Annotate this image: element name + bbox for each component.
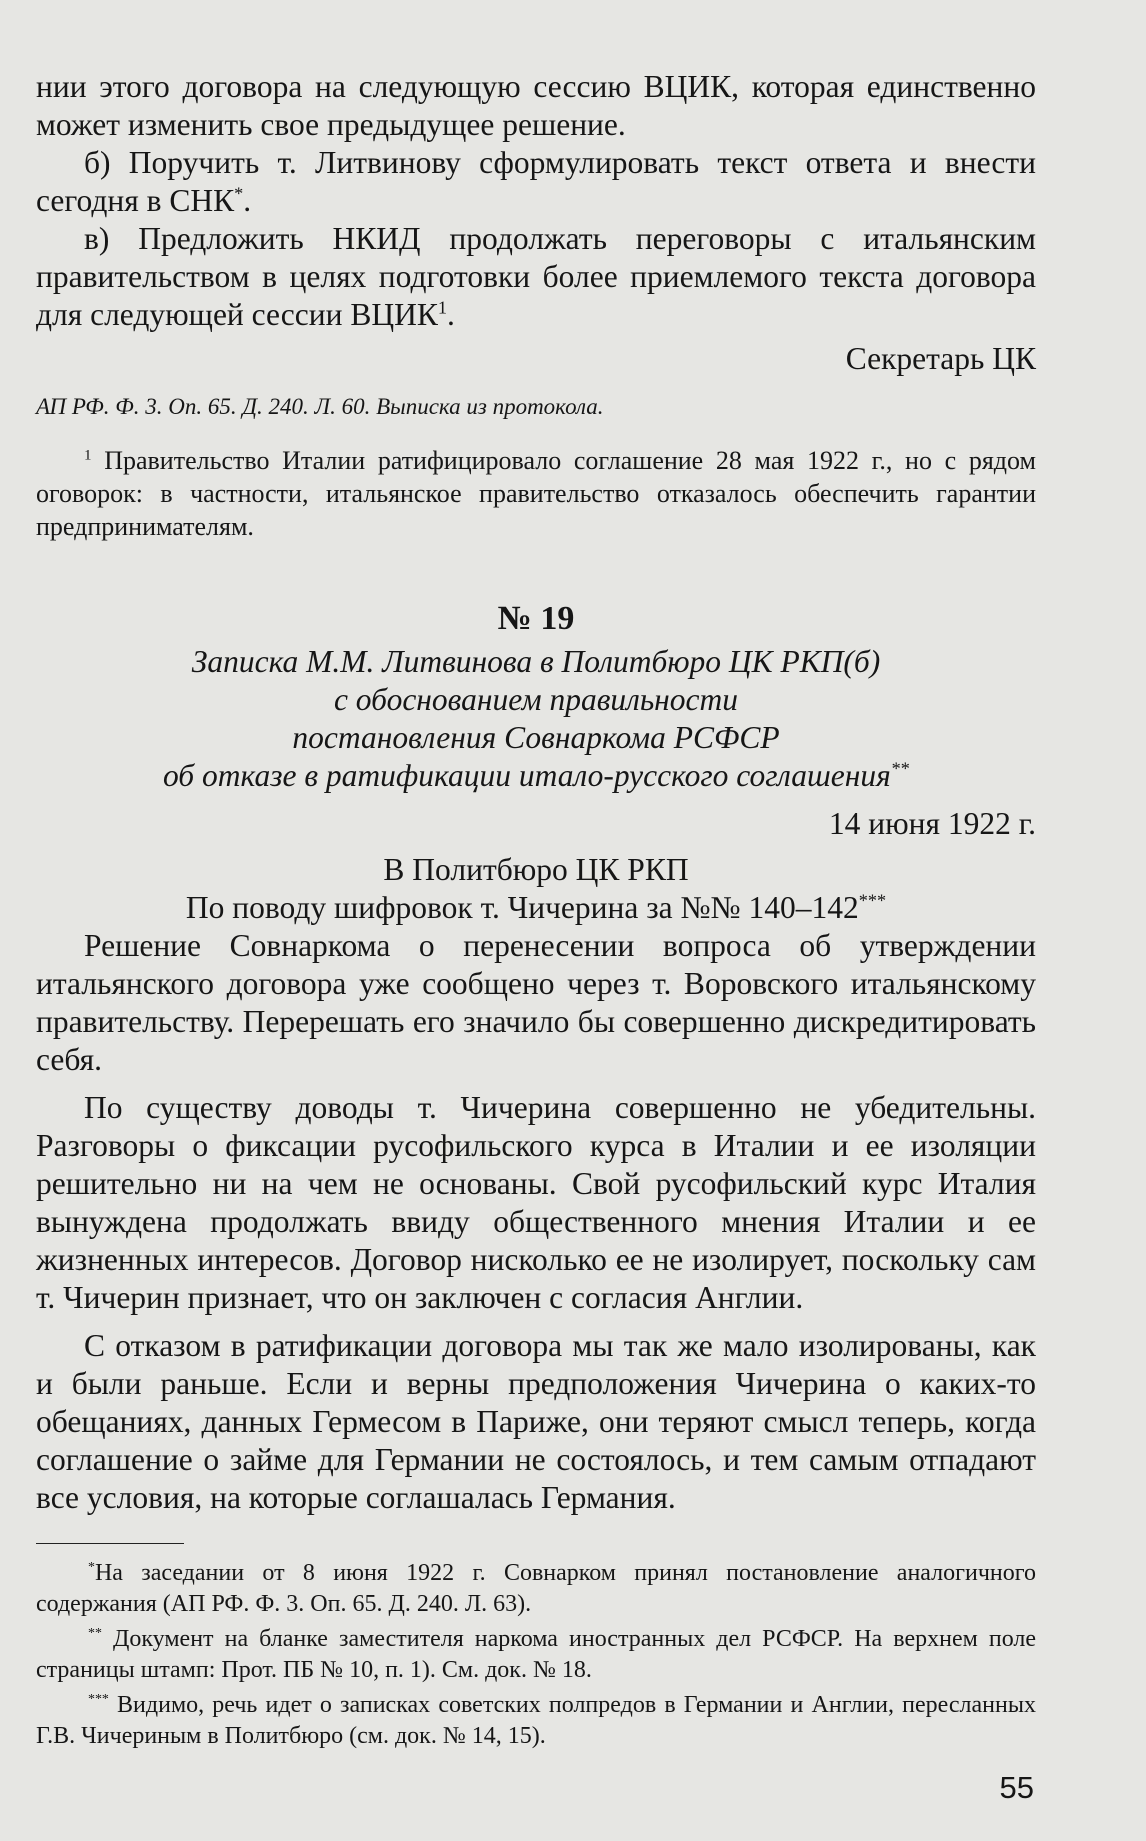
footnote-ref: *	[234, 183, 244, 204]
body-paragraph: По существу доводы т. Чичерина совершенно не убедительны. Разговоры о фиксации русофильского курса в Италии и ее изоляции решительно ни на чем не основаны. Свой русофильский курс Италия вынуждена продолжать ввиду общественного мнения Италии и ее жизненных интересов. Договор нисколько ее не изолирует, поскольку сам т. Чичерин признает, что он заключен с согласия Англии.	[36, 1090, 1036, 1315]
footnote-ref: **	[890, 758, 910, 779]
footnote	[36, 1624, 1036, 1686]
document-date: 14 июня 1922 г.	[828, 806, 1036, 841]
footnote-text: Видимо, речь идет о записках советских полпредов в Германии и Англии, пересланных Г.В. Чичериным в Политбюро (см. док. № 14, 15).	[36, 1692, 1036, 1749]
page-text-column	[36, 68, 1036, 1752]
paragraph-text: в) Предложить НКИД продолжать переговоры с итальянским правительством в целях подготовки более приемлемого текста договора для следующей сессии ВЦИК	[36, 221, 1036, 332]
footnote-divider	[36, 1543, 184, 1544]
footnote-mark: ***	[88, 1692, 109, 1707]
footnote-mark: *	[88, 1560, 95, 1575]
footnote-mark: 1	[84, 447, 92, 464]
page-number: 55	[999, 1770, 1034, 1805]
footnote-text: Документ на бланке заместителя наркома иностранных дел РСФСР. На верхнем поле страницы штамп: Прот. ПБ № 10, п. 1). См. док. № 18.	[36, 1626, 1037, 1683]
footnote	[36, 1690, 1036, 1752]
title-line-text: об отказе в ратификации итало-русского соглашения	[162, 758, 891, 793]
body-paragraph: Решение Совнаркома о перенесении вопроса об утверждении итальянского договора уже сообщено через т. Воровского итальянскому правительству. Перерешать его значило бы совершенно дискредитировать себя.	[36, 928, 1036, 1077]
title-line-last	[36, 757, 1036, 795]
resolution-item-b: б) Поручить т. Литвинову сформулировать текст ответа и внести сегодня в СНК*.	[36, 145, 1036, 218]
title-line: Записка М.М. Литвинова в Политбюро ЦК РКП(б)	[191, 644, 881, 679]
continuation-paragraph	[36, 68, 1036, 144]
footnote-ref: ***	[858, 890, 887, 911]
document-number: № 19	[497, 600, 575, 637]
paragraph-text: нии этого договора на следующую сессию ВЦИК, которая единственно может изменить свое предыдущее решение.	[36, 69, 1036, 142]
archive-source: АП РФ. Ф. 3. Оп. 65. Д. 240. Л. 60. Выписка из протокола.	[36, 394, 604, 419]
footnote-1	[36, 444, 1036, 543]
resolution-item-v: в) Предложить НКИД продолжать переговоры с итальянским правительством в целях подготовки более приемлемого текста договора для следующей сессии ВЦИК$^1$.	[36, 221, 1036, 332]
title-line: с обоснованием правильности	[333, 682, 739, 717]
title-line: постановления Совнаркома РСФСР	[292, 720, 780, 755]
footnote	[36, 1558, 1036, 1620]
subject-line	[36, 889, 1036, 927]
footnote-text: Правительство Италии ратифицировало соглашение 28 мая 1922 г., но с рядом оговорок: в частности, итальянское правительство отказалось обеспечить гарантии предпринимателям.	[36, 446, 1036, 541]
subject-text: По поводу шифровок т. Чичерина за №№ 140–142	[185, 890, 859, 925]
paragraph-text: б) Поручить т. Литвинову сформулировать текст ответа и внести сегодня в СНК	[36, 145, 1036, 218]
document-title	[36, 643, 1036, 795]
addressee: В Политбюро ЦК РКП	[383, 852, 689, 887]
signature: Секретарь ЦК	[845, 341, 1036, 376]
body-paragraph: С отказом в ратификации договора мы так же мало изолированы, как и были раньше. Если и верны предположения Чичерина о каких-то обещаниях, данных Гермесом в Париже, они теряют смысл теперь, когда соглашение о займе для Германии не состоялось, и тем самым отпадают все условия, на которые соглашалась Германия.	[36, 1328, 1036, 1515]
footnote-mark: **	[88, 1626, 102, 1641]
footnote-ref: 1	[437, 297, 447, 318]
footnote-text: На заседании от 8 июня 1922 г. Совнарком принял постановление аналогичного содержания (АП РФ. Ф. 3. Оп. 65. Д. 240. Л. 63).	[36, 1560, 1036, 1617]
